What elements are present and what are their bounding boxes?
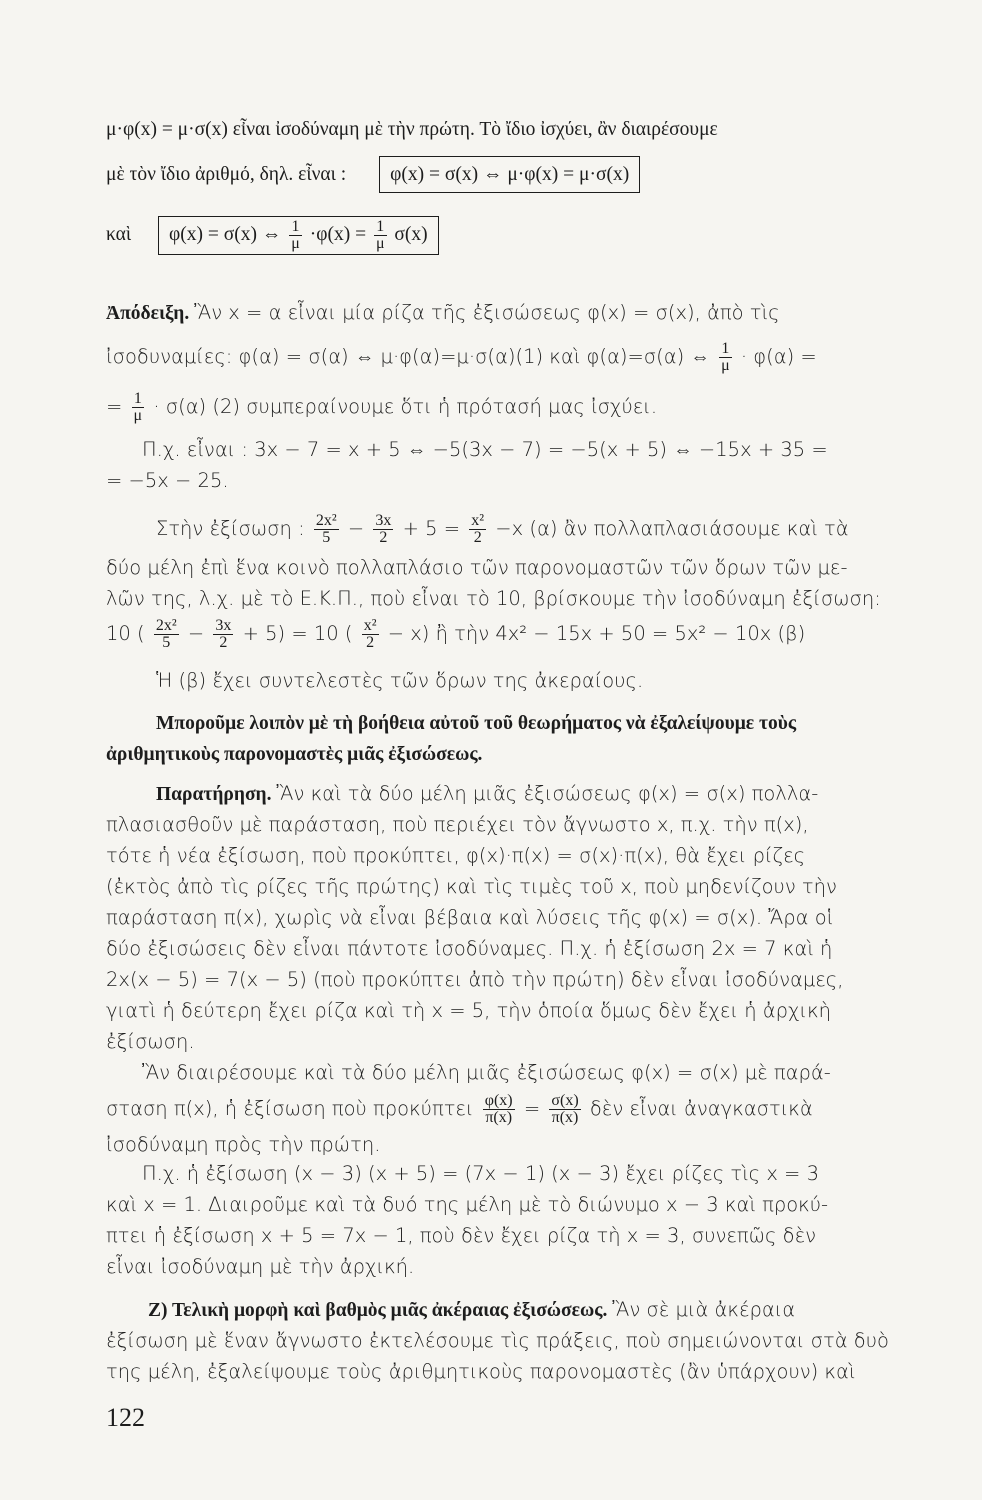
text-line: καὶ x = 1. Διαιροῦμε καὶ τὰ δυό της μέλη μὲ τὸ διώνυμο x − 3 καὶ προκύ- [106, 1193, 829, 1216]
fraction-1-over-mu [374, 219, 387, 252]
frac-num: 3x [215, 617, 232, 634]
boxed-equivalence-1: φ(x) = σ(x) ⇔ μ·φ(x) = μ·σ(x) [379, 156, 640, 193]
frac-den: 2 [219, 634, 228, 651]
text-line: Ἡ (β) ἔχει συντελεστὲς τῶν ὅρων της ἀκεραίους. [156, 669, 644, 692]
frac-num: x² [363, 617, 377, 634]
equation-alpha-line [156, 513, 849, 546]
text-line-2 [106, 156, 640, 193]
fraction-x2-over-2 [362, 618, 379, 651]
proof-heading: Ἀπόδειξη. [106, 303, 190, 324]
fraction-sigma-over-pi [549, 1093, 580, 1126]
section-z-heading: Ζ) Τελικὴ μορφὴ καὶ βαθμὸς μιᾶς ἀκέραιας ἐξισώσεως. [148, 1300, 608, 1321]
frac-den: π(x) [551, 1109, 579, 1126]
text-fragment: · φ(α) = [740, 345, 817, 368]
text-line: παράσταση π(x), χωρὶς νὰ εἶναι βέβαια καὶ λύσεις τῆς φ(x) = σ(x). Ἄρα οἱ [106, 906, 834, 929]
text-line-1: μ·φ(x) = μ·σ(x) εἶναι ἰσοδύναμη μὲ τὴν πρώτη. Τὸ ἴδιο ἰσχύει, ἂν διαιρέσουμε [106, 119, 718, 140]
text-line: δύο ἐξισώσεις δὲν εἶναι πάντοτε ἰσοδύναμες. Π.χ. ἡ ἐξίσωση 2x = 7 καὶ ἡ [106, 937, 833, 960]
fraction-1-over-mu [719, 341, 732, 374]
text-fragment: 10 ( [106, 622, 145, 645]
text-fragment: + 5 = [402, 517, 461, 540]
text-fragment: + 5) = 10 ( [242, 622, 353, 645]
frac-num: 1 [289, 219, 302, 236]
frac-den: μ [133, 407, 143, 424]
fraction-2x2-over-5 [314, 513, 339, 546]
text-line: Ἂν διαιρέσουμε καὶ τὰ δύο μέλη μιᾶς ἐξισώσεως φ(x) = σ(x) μὲ παρά- [142, 1061, 831, 1084]
text-line: πλασιασθοῦν μὲ παράσταση, ποὺ περιέχει τὸν ἄγνωστο x, π.χ. τὴν π(x), [106, 813, 809, 836]
frac-num: x² [471, 512, 485, 529]
fraction-1-over-mu [132, 391, 145, 424]
text-fragment: = [523, 1097, 541, 1120]
division-line [106, 1093, 813, 1126]
frac-den: 2 [473, 529, 482, 546]
text-line: της μέλη, ἐξαλείψουμε τοὺς ἀριθμητικοὺς παρονομαστὲς (ἂν ὑπάρχουν) καὶ [106, 1360, 856, 1383]
frac-num: 1 [374, 219, 387, 236]
text-line: εἶναι ἰσοδύναμη μὲ τὴν ἀρχική. [106, 1255, 415, 1278]
frac-den: 5 [322, 529, 331, 546]
text-fragment: Στὴν ἐξίσωση : [156, 517, 305, 540]
text-line: (ἐκτὸς ἀπὸ τὶς ρίζες τῆς πρώτης) καὶ τὶς τιμὲς τοῦ x, ποὺ μηδενίζουν τὴν [106, 875, 837, 898]
fraction-1-over-mu [289, 219, 302, 252]
text-fragment: · σ(α) (2) συμπεραίνουμε ὅτι ἡ πρότασή μας ἰσχύει. [153, 395, 658, 418]
example-line-2: = −5x − 25. [106, 469, 229, 492]
frac-num: 1 [719, 341, 732, 358]
box-fragment: σ(x) [394, 224, 428, 245]
section-z-line-1 [148, 1294, 795, 1326]
text-line: λῶν της, λ.χ. μὲ τὸ Ε.Κ.Π., ποὺ εἶναι τὸ 10, βρίσκουμε τὴν ἰσοδύναμη ἐξίσωση: [106, 587, 881, 610]
bold-statement-1: Μποροῦμε λοιπὸν μὲ τὴ βοήθεια αὐτοῦ τοῦ θεωρήματος νὰ ἐξαλείψουμε τοὺς [156, 713, 797, 734]
box-fragment: φ(x) = σ(x) ⇔ [169, 224, 282, 245]
frac-num: 2x² [155, 617, 177, 634]
text-line: πτει ἡ ἐξίσωση x + 5 = 7x − 1, ποὺ δὲν ἔχει ρίζα τὴ x = 3, συνεπῶς δὲν [106, 1224, 816, 1247]
text-fragment: Ἂν σὲ μιὰ ἀκέραια [612, 1298, 796, 1321]
frac-den: μ [375, 235, 385, 253]
text-line: τότε ἡ νέα ἐξίσωση, ποὺ προκύπτει, φ(x)·π(x) = σ(x)·π(x), θὰ ἔχει ρίζες [106, 844, 806, 867]
proof-line-1 [106, 297, 780, 329]
text-fragment: δὲν εἶναι ἀναγκαστικὰ [589, 1097, 813, 1120]
text-line: ἰσοδύναμη πρὸς τὴν πρώτη. [106, 1133, 381, 1156]
text-line: 2x(x − 5) = 7(x − 5) (ποὺ προκύπτει ἀπὸ τὴν πρώτη) δὲν εἶναι ἰσοδύναμες, [106, 968, 844, 991]
text-fragment: καὶ [106, 224, 132, 245]
text-fragment: Ἂν x = α εἶναι μία ρίζα τῆς ἐξισώσεως φ(x) = σ(x), ἀπὸ τὶς [194, 301, 780, 324]
frac-den: 5 [162, 634, 171, 651]
example-line-1: Π.χ. εἶναι : 3x − 7 = x + 5 ⇔ −5(3x − 7) = −5(x + 5) ⇔ −15x + 35 = [142, 438, 828, 461]
text-fragment: − [187, 622, 205, 645]
text-line: Π.χ. ἡ ἐξίσωση (x − 3) (x + 5) = (7x − 1) (x − 3) ἔχει ρίζες τὶς x = 3 [142, 1162, 820, 1185]
text-line: γιατὶ ἡ δεύτερη ἔχει ρίζα καὶ τὴ x = 5, τὴν ὁποία ὅμως δὲν ἔχει ἡ ἀρχικὴ [106, 999, 832, 1022]
page-number: 122 [106, 1403, 145, 1432]
text-fragment: σταση π(x), ἡ ἐξίσωση ποὺ προκύπτει [106, 1097, 474, 1120]
fraction-3x-over-2 [213, 618, 233, 651]
equation-beta-line [106, 618, 805, 651]
text-line: ἐξίσωση μὲ ἕναν ἄγνωστο ἐκτελέσουμε τὶς πράξεις, ποὺ σημειώνονται στὰ δυὸ [106, 1329, 889, 1352]
fraction-3x-over-2 [373, 513, 393, 546]
text-line: ἐξίσωση. [106, 1030, 195, 1053]
text-fragment: μὲ τὸν ἴδιο ἀριθμό, δηλ. εἶναι : [106, 164, 347, 185]
text-fragment: −x (α) ἂν πολλαπλασιάσουμε καὶ τὰ [495, 517, 849, 540]
frac-den: π(x) [485, 1109, 513, 1126]
bold-statement-2: ἀριθμητικοὺς παρονομαστὲς μιᾶς ἐξισώσεως. [106, 744, 483, 765]
text-fragment: = [106, 395, 123, 418]
proof-line-3 [106, 391, 657, 424]
text-fragment: − x) ἢ τὴν 4x² − 15x + 50 = 5x² − 10x (β) [387, 622, 806, 645]
frac-den: 2 [366, 634, 375, 651]
text-fragment: − [347, 517, 365, 540]
frac-num: 1 [132, 391, 145, 408]
frac-den: μ [291, 235, 300, 253]
proof-line-2 [106, 341, 817, 374]
fraction-phi-over-pi [483, 1093, 515, 1126]
text-fragment: Ἂν καὶ τὰ δύο μέλη μιᾶς ἐξισώσεως φ(x) = σ(x) πολλα- [276, 782, 819, 805]
frac-num: 2x² [315, 512, 337, 529]
text-line: δύο μέλη ἐπὶ ἕνα κοινὸ πολλαπλάσιο τῶν παρονομαστῶν τῶν ὅρων τῶν με- [106, 556, 848, 579]
boxed-equivalence-2 [158, 216, 439, 255]
observation-line-1 [156, 778, 818, 810]
frac-den: μ [721, 357, 730, 374]
frac-num: 3x [375, 512, 392, 529]
frac-num: σ(x) [551, 1092, 579, 1109]
fraction-2x2-over-5 [154, 618, 179, 651]
frac-num: φ(x) [484, 1092, 513, 1109]
text-fragment: ἰσοδυναμίες: φ(α) = σ(α) ⇔ μ·φ(α)=μ·σ(α)(1) καὶ φ(α)=σ(α) ⇔ [106, 345, 710, 368]
observation-heading: Παρατήρηση. [156, 784, 272, 805]
text-line-3 [106, 216, 439, 255]
fraction-x2-over-2 [469, 513, 486, 546]
frac-den: 2 [379, 529, 388, 546]
box-fragment: ·φ(x) = [309, 224, 367, 245]
